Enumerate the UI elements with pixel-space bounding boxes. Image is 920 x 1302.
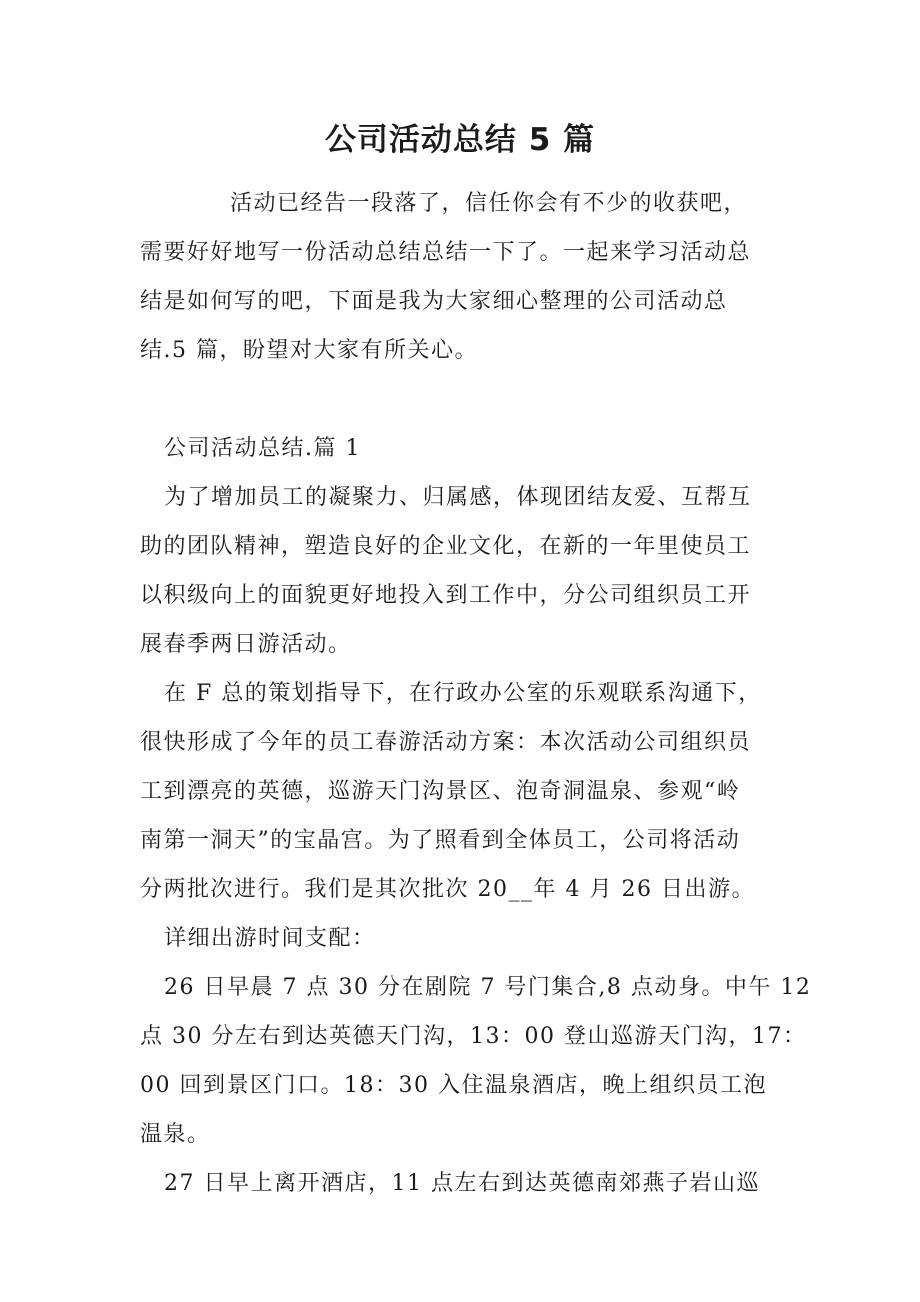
paragraph-line: 点 30 分左右到达英德天门沟，13：00 登山巡游天门沟，17： <box>140 1024 807 1049</box>
intro-line: 活动已经告一段落了，信任你会有不少的收获吧， <box>230 191 748 216</box>
intro-line: 需要好好地写一份活动总结总结一下了。一起来学习活动总 <box>140 240 752 265</box>
intro-line: 结.5 篇，盼望对大家有所关心。 <box>140 338 478 363</box>
paragraph-line: 以积级向上的面貌更好地投入到工作中，分公司组织员工开 <box>140 583 752 608</box>
paragraph-line: 温泉。 <box>140 1122 211 1147</box>
document-title: 公司活动总结 5 篇 <box>324 122 596 158</box>
paragraph-line: 为了增加员工的凝聚力、归属感，体现团结友爱、互帮互 <box>164 485 752 510</box>
paragraph-line: 南第一洞天”的宝晶宫。为了照看到全体员工，公司将活动 <box>140 828 741 853</box>
paragraph-line: 在 F 总的策划指导下，在行政办公室的乐观联系沟通下， <box>164 681 762 706</box>
paragraph-line: 00 回到景区门口。18：30 入住温泉酒店，晚上组织员工泡 <box>140 1073 767 1098</box>
paragraph-line: 助的团队精神，塑造良好的企业文化，在新的一年里使员工 <box>140 534 752 559</box>
paragraph-line: 很快形成了今年的员工春游活动方案：本次活动公司组织员 <box>140 730 752 755</box>
intro-line: 结是如何写的吧，下面是我为大家细心整理的公司活动总 <box>140 289 728 314</box>
paragraph-line: 分两批次进行。我们是其次批次 20__年 4 月 26 日出游。 <box>140 877 755 902</box>
schedule-heading: 详细出游时间支配： <box>164 926 376 951</box>
paragraph-line: 工到漂亮的英德，巡游天门沟景区、泡奇洞温泉、参观“岭 <box>140 779 741 804</box>
section-heading: 公司活动总结.篇 1 <box>164 436 361 461</box>
paragraph-line: 26 日早晨 7 点 30 分在剧院 7 号门集合,8 点动身。中午 12 <box>164 975 812 1000</box>
paragraph-line: 27 日早上离开酒店，11 点左右到达英德南郊燕子岩山巡 <box>164 1171 760 1196</box>
paragraph-line: 展春季两日游活动。 <box>140 632 352 657</box>
